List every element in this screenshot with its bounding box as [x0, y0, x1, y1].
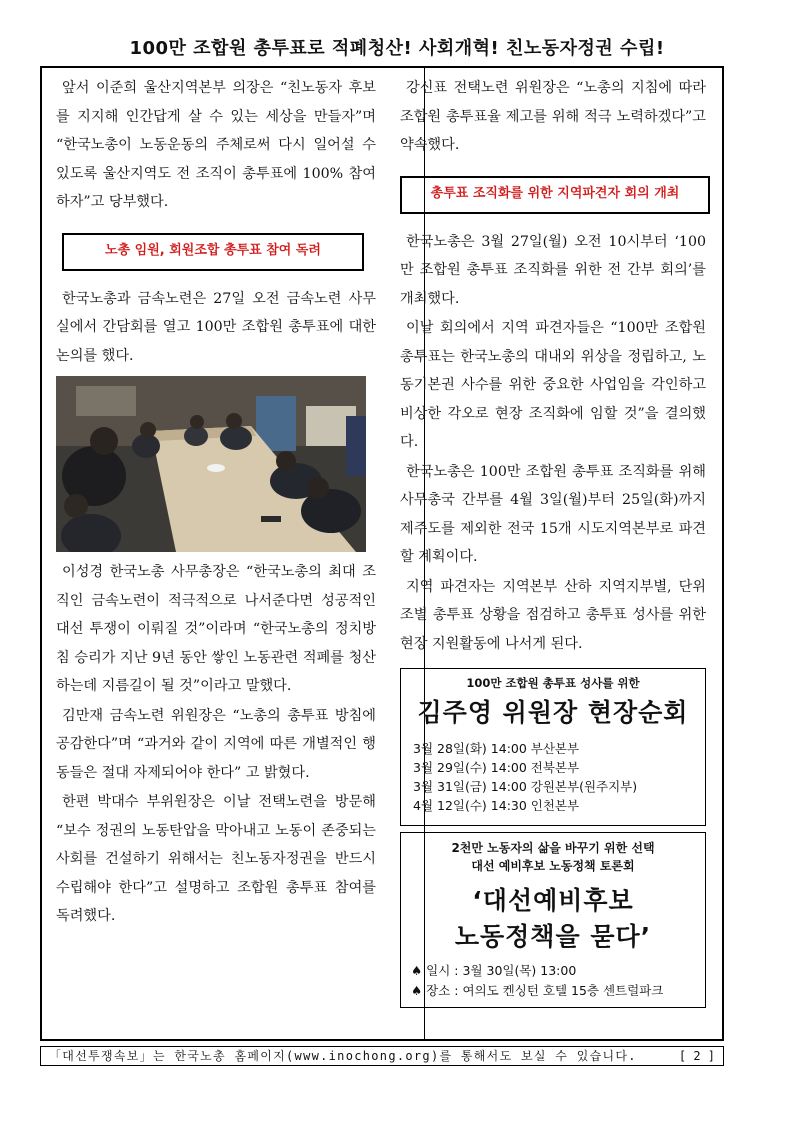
policy-forum-box — [400, 832, 706, 1008]
left-column — [56, 74, 376, 932]
page-headline: 100만 조합원 총투표로 적폐청산! 사회개혁! 친노동자정권 수립! — [129, 38, 665, 59]
section-heading-dispatch-meeting: 총투표 조직화를 위한 지역파견자 회의 개최 — [400, 176, 710, 214]
right-column — [400, 74, 706, 1008]
forum-date: ♠ 일시 : 3월 30일(목) 13:00 — [411, 963, 577, 978]
right-paragraph-4: 한국노총은 100만 조합원 총투표 조직화를 위해 사무총국 간부를 4월 3일(월)부터 25일(화)까지 제주도를 제외한 전국 15개 시도지역본부로 파견할 계획이다. — [400, 463, 706, 565]
schedule-item: 4월 12일(수) 14:30 인천본부 — [413, 798, 580, 813]
schedule-item: 3월 28일(화) 14:00 부산본부 — [413, 741, 580, 756]
section-heading-officers: 노총 임원, 회원조합 총투표 참여 독려 — [62, 233, 364, 271]
forum-title — [401, 883, 705, 955]
forum-subtitle-2: 대선 예비후보 노동정책 토론회 — [471, 859, 635, 873]
left-paragraph-4: 김만재 금속노련 위원장은 “노총의 총투표 방침에 공감한다”며 “과거와 같이 지역에 따른 개별적인 행동들은 절대 자제되어야 한다” 고 밝혔다. — [56, 707, 376, 781]
field-tour-title: 김주영 위원장 현장순회 — [417, 698, 689, 727]
left-paragraph-3: 이성경 한국노총 사무총장은 “한국노총의 최대 조직인 금속노련이 적극적으로 나서준다면 성공적인 대선 투쟁이 이뤄질 것”이라며 “한국노총의 정치방침 승리가 지난 9년 동안 쌓인 노동관련 적폐를 청산하는데 지름길이 될 것”이라고 말했다. — [56, 564, 376, 694]
field-tour-box — [400, 668, 706, 826]
content-frame — [40, 66, 724, 1041]
footer-notice: 「대선투쟁속보」는 한국노총 홈페이지(www.inochong.org)를 통해서도 보실 수 있습니다. — [49, 1049, 637, 1063]
meeting-photo — [56, 376, 366, 552]
right-paragraph-5: 지역 파견자는 지역본부 산하 지역지부별, 단위조별 총투표 상황을 점검하고 총투표 성사를 위한 현장 지원활동에 나서게 된다. — [400, 578, 706, 652]
forum-subtitle-1: 2천만 노동자의 삶을 바꾸기 위한 선택 — [451, 841, 655, 855]
page-number: [ 2 ] — [678, 1049, 715, 1063]
schedule-item: 3월 29일(수) 14:00 전북본부 — [413, 760, 580, 775]
field-tour-subtitle: 100만 조합원 총투표 성사를 위한 — [466, 676, 640, 690]
left-paragraph-2: 한국노총과 금속노련은 27일 오전 금속노련 사무실에서 간담회를 열고 100만 조합원 총투표에 대한 논의를 했다. — [56, 290, 376, 364]
page-footer — [40, 1046, 724, 1066]
schedule-item: 3월 31일(금) 14:00 강원본부(원주지부) — [413, 779, 638, 794]
left-paragraph-1: 앞서 이준희 울산지역본부 의장은 “친노동자 후보를 지지해 인간답게 살 수 있는 세상을 만들자”며 “한국노총이 노동운동의 주체로써 다시 일어설 수 있도록 울산지역도 전 조직이 총투표에 100% 참여하자”고 당부했다. — [56, 80, 376, 210]
forum-title-line-1: ‘대선예비후보 — [472, 886, 634, 915]
forum-venue: ♠ 장소 : 여의도 켄싱턴 호텔 15층 센트럴파크 — [411, 983, 664, 998]
forum-title-line-2: 노동정책을 묻다’ — [454, 922, 652, 951]
right-paragraph-3: 이날 회의에서 지역 파견자들은 “100만 조합원 총투표는 한국노총의 대내외 위상을 정립하고, 노동기본권 사수를 위한 중요한 사업임을 각인하고 비상한 각오로 현장 조직화에 임할 것”을 결의했다. — [400, 320, 706, 450]
right-paragraph-2: 한국노총은 3월 27일(월) 오전 10시부터 ‘100만 조합원 총투표 조직화를 위한 전 간부 회의’를 개최했다. — [400, 233, 706, 307]
right-paragraph-1: 강신표 전택노련 위원장은 “노총의 지침에 따라 조합원 총투표율 제고를 위해 적극 노력하겠다”고 약속했다. — [400, 80, 706, 153]
left-paragraph-5: 한편 박대수 부위원장은 이날 전택노련을 방문해 “보수 정권의 노동탄압을 막아내고 노동이 존중되는 사회를 건설하기 위해서는 친노동자정권을 반드시 수립해야 한다”고 설명하고 조합원 총투표 참여를 독려했다. — [56, 794, 376, 924]
